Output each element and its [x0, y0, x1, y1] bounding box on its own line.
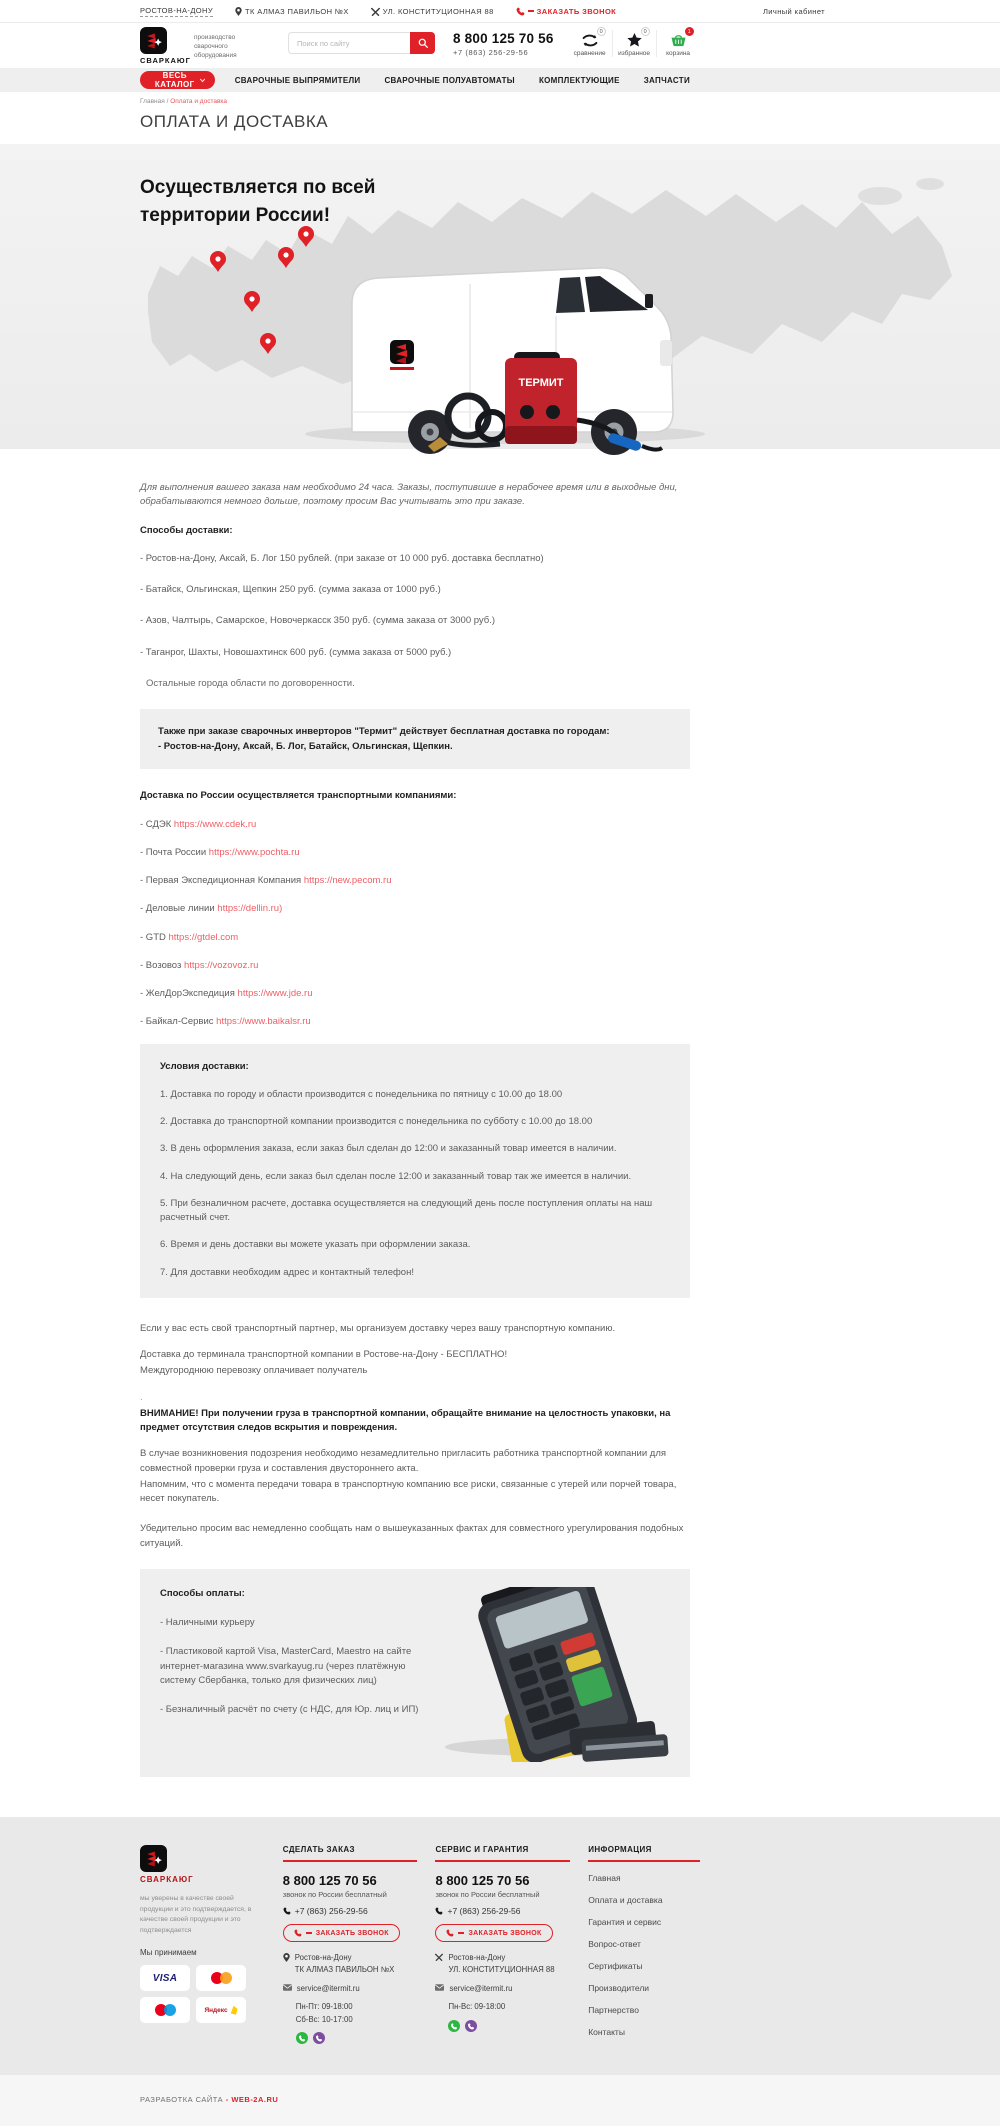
topbar-address-pavilion — [235, 7, 349, 16]
footer-link-faq[interactable]: Вопрос-ответ — [588, 1939, 641, 1950]
list-item — [140, 959, 690, 973]
order-phone-alt: +7 (863) 256-29-56 — [294, 1906, 368, 1917]
hero-heading — [140, 144, 690, 229]
credit-label: РАЗРАБОТКА САЙТА — [140, 2095, 224, 2105]
logo-text: СВАРКАЮГ — [140, 56, 191, 65]
list-item — [140, 987, 690, 1001]
footer-link-warranty[interactable]: Гарантия и сервис — [588, 1917, 662, 1928]
compare-icon — [582, 34, 598, 47]
termit-note-line2: - Ростов-на-Дону, Аксай, Б. Лог, Батайск, Ольгинская, Щепкин. — [158, 741, 453, 753]
address-pavilion-label: ТК АЛМАЗ ПАВИЛЬОН №Х — [245, 6, 349, 16]
favorites-count-badge: 0 — [641, 27, 650, 36]
company-link[interactable]: https://new.pecom.ru — [303, 875, 392, 887]
footer-links — [588, 1873, 700, 2037]
service-phone-note: звонок по России бесплатный — [435, 1890, 540, 1900]
account-link[interactable]: Личный кабинет — [762, 6, 825, 16]
company-name: - ЖелДорЭкспедиция — [140, 988, 235, 1000]
visa-label: VISA — [152, 1972, 178, 1984]
yandex-badge — [196, 1997, 246, 2023]
footer-logo-icon[interactable] — [140, 1845, 167, 1872]
order-email-link[interactable]: service@itermit.ru — [296, 1983, 360, 1993]
viber-icon[interactable] — [313, 2032, 325, 2044]
callback-button-order[interactable] — [283, 1924, 400, 1942]
company-link[interactable]: https://www.cdek.ru — [173, 818, 257, 830]
intro-paragraph: Для выполнения вашего заказа нам необходимо 24 часа. Заказы, поступившие в нерабочее время или в выходные дни, обрабатываются немного дольше, поэтому просим Вас учитывать это при заказе. — [140, 482, 678, 508]
mastercard-badge — [196, 1965, 246, 1991]
footer-link-certificates[interactable]: Сертификаты — [588, 1961, 643, 1972]
phone-main: 8 800 125 70 56 — [453, 31, 554, 46]
list-item — [140, 846, 690, 860]
logo[interactable] — [140, 27, 191, 65]
delivery-note: Остальные города области по договоренности. — [146, 677, 355, 689]
phone-icon — [435, 1907, 443, 1915]
search-input[interactable] — [288, 32, 410, 54]
info-column-title: ИНФОРМАЦИЯ — [588, 1845, 700, 1862]
service-address-line1: Ростов-на-Дону — [448, 1953, 506, 1963]
list-item — [140, 874, 690, 888]
conditions-title: Условия доставки: — [160, 1060, 249, 1072]
whatsapp-icon[interactable] — [448, 2020, 460, 2032]
search — [288, 32, 435, 54]
header-tagline: производство сварочного оборудования — [194, 34, 237, 60]
list-item: - Безналичный расчёт по счету (с НДС, для Юр. лиц и ИП) — [160, 1704, 419, 1716]
callback-order-label: ЗАКАЗАТЬ ЗВОНОК — [315, 1929, 389, 1937]
payment-terminal-illustration — [420, 1587, 670, 1762]
topbar-address-street — [371, 7, 494, 16]
developer-link[interactable]: - WEB-2A.RU — [225, 2095, 279, 2105]
company-name: - Возовоз — [140, 959, 182, 971]
header-phones — [453, 31, 554, 57]
list-item — [140, 818, 690, 832]
machine-brand-label: ТЕРМИТ — [518, 377, 564, 389]
list-item: - Наличными курьеру — [160, 1617, 255, 1629]
service-phone-alt: +7 (863) 256-29-56 — [447, 1906, 521, 1917]
attention-paragraph: ВНИМАНИЕ! При получении груза в транспортной компании, обращайте внимание на целостность упаковки, на предмет отсутствия следов вскрытия и повреждения. — [140, 1407, 671, 1434]
service-phone: 8 800 125 70 56 — [435, 1873, 530, 1889]
star-icon — [627, 33, 642, 47]
delivery-hero-banner — [0, 144, 1000, 449]
mastercard-icon2 — [220, 1972, 232, 1984]
compare-button[interactable] — [568, 30, 612, 57]
search-button[interactable] — [410, 32, 435, 54]
delivery-content — [140, 449, 690, 1777]
compare-count-badge: 0 — [597, 27, 606, 36]
list-item: 6. Время и день доставки вы можете указать при оформлении заказа. — [160, 1239, 471, 1251]
dash-icon — [458, 1932, 464, 1934]
catalog-button-label: ВЕСЬ КАТАЛОГ — [154, 71, 195, 89]
address-street-label: УЛ. КОНСТИТУЦИОННАЯ 88 — [382, 6, 494, 16]
dash-icon — [528, 10, 534, 12]
termit-free-delivery-box — [140, 709, 690, 769]
cart-label: корзина — [666, 50, 691, 57]
mail-icon — [283, 1984, 292, 1991]
terminal-paragraph-line2: Междугороднюю перевозку оплачивает получатель — [140, 1365, 368, 1377]
order-address — [295, 1952, 395, 1975]
phone-icon — [516, 7, 525, 16]
footer — [0, 1817, 1000, 2075]
hero-heading-line1: Осуществляется по всей — [140, 177, 376, 198]
footer-link-partnership[interactable]: Партнерство — [588, 2005, 639, 2016]
partner-paragraph: Если у вас есть свой транспортный партнер, мы организуем доставку через вашу транспортную компанию. — [140, 1322, 616, 1334]
yandex-flame-icon — [230, 2006, 238, 2015]
list-item: - Азов, Чалтырь, Самарское, Новочеркасск 350 руб. (сумма заказа от 3000 руб.) — [140, 615, 496, 627]
nav-item-components[interactable]: КОМПЛЕКТУЮЩИЕ — [538, 75, 620, 85]
footer-brand-column — [140, 1845, 265, 2049]
suspicion-paragraph-line2: Напомним, что с момента передачи товара в транспортную компанию все риски, связанные с утерей или порчей товара, несет покупатель. — [140, 1478, 677, 1505]
breadcrumb-separator: / — [166, 98, 169, 105]
list-item: 5. При безналичном расчете, доставка осуществляется на следующий день после поступления оплаты на наш расчетный счет. — [160, 1197, 653, 1224]
dash-icon — [306, 1932, 312, 1934]
order-address-line2: ТК АЛМАЗ ПАВИЛЬОН №Х — [294, 1964, 395, 1974]
search-icon — [418, 38, 428, 48]
payment-methods-box — [140, 1569, 690, 1777]
compare-label: сравнение — [573, 50, 606, 57]
phone-alt: +7 (863) 256-29-56 — [453, 48, 529, 57]
phone-icon — [294, 1929, 302, 1937]
footer-about-text: мы уверены в качестве своей продукции и это подтверждается, в качестве своей продукции и это подтверждается — [140, 1895, 252, 1934]
callback-top-label: ЗАКАЗАТЬ ЗВОНОК — [536, 6, 617, 16]
transport-companies-title: Доставка по России осуществляется транспортными компаниями: — [140, 790, 457, 802]
payment-title: Способы оплаты: — [160, 1587, 245, 1599]
nav-item-semiautomatic[interactable]: СВАРОЧНЫЕ ПОЛУАВТОМАТЫ — [384, 75, 515, 85]
chevron-down-icon — [200, 78, 205, 83]
footer-logo-text: СВАРКАЮГ — [140, 1875, 194, 1885]
service-hours — [448, 2001, 570, 2013]
order-address-line1: Ростов-на-Дону — [294, 1953, 352, 1963]
cart-icon — [670, 33, 687, 47]
bottom-bar — [0, 2075, 1000, 2126]
favorites-button[interactable] — [612, 30, 656, 57]
company-link[interactable]: https://www.jde.ru — [237, 988, 313, 1000]
cart-count-badge: 1 — [685, 27, 694, 36]
order-hours — [296, 2001, 418, 2026]
footer-order-column — [283, 1845, 418, 2049]
mail-icon — [435, 1984, 444, 1991]
list-item — [140, 902, 690, 916]
footer-link-home[interactable]: Главная — [588, 1873, 621, 1884]
main-nav — [0, 68, 1000, 92]
callback-button-top[interactable] — [516, 7, 617, 16]
dot-line: . — [140, 1391, 143, 1403]
company-name: - Деловые линии — [140, 903, 215, 915]
topbar — [0, 0, 1000, 23]
breadcrumb — [140, 98, 690, 105]
footer-info-column — [588, 1845, 700, 2049]
suspicion-paragraph-line1: В случае возникновения подозрения необходимо незамедлительно пригласить работника транспортной компании для совместной проверки груза и составления двустороннего акта. — [140, 1448, 667, 1474]
service-address — [448, 1952, 554, 1975]
list-item: - Таганрог, Шахты, Новошахтинск 600 руб. (сумма заказа от 5000 руб.) — [140, 646, 452, 658]
service-column-title: СЕРВИС И ГАРАНТИЯ — [435, 1845, 570, 1862]
list-item: 2. Доставка до транспортной компании производится с понедельника по субботу с 10.00 до 18.00 — [160, 1116, 593, 1128]
maestro-icon2 — [164, 2004, 176, 2016]
favorites-label: избранное — [618, 50, 651, 57]
order-phone: 8 800 125 70 56 — [282, 1873, 377, 1889]
pin-icon — [283, 1953, 290, 1962]
logo-icon — [140, 27, 167, 54]
company-name: - Почта России — [140, 846, 207, 858]
maestro-badge — [140, 1997, 190, 2023]
delivery-conditions-box — [140, 1044, 690, 1298]
company-link[interactable]: https://www.baikalsr.ru — [216, 1016, 311, 1028]
callback-service-label: ЗАКАЗАТЬ ЗВОНОК — [468, 1929, 542, 1937]
callback-button-service[interactable] — [435, 1924, 552, 1942]
list-item: - Батайск, Ольгинская, Щепкин 250 руб. (сумма заказа от 1000 руб.) — [140, 584, 441, 595]
transport-companies-list — [140, 818, 690, 1030]
delivery-methods-title: Способы доставки: — [140, 524, 233, 536]
service-address-line2: УЛ. КОНСТИТУЦИОННАЯ 88 — [448, 1964, 555, 1974]
footer-link-contacts[interactable]: Контакты — [588, 2027, 625, 2038]
payment-cards — [140, 1965, 260, 2023]
service-email-link[interactable]: service@itermit.ru — [449, 1983, 513, 1993]
company-link[interactable]: https://dellin.ru) — [217, 903, 283, 915]
termit-note-line1: Также при заказе сварочных инверторов "Термит" действует бесплатная доставка по городам: — [158, 726, 610, 737]
list-item: 7. Для доставки необходим адрес и контактный телефон! — [160, 1266, 414, 1278]
order-phone-note: звонок по России бесплатный — [282, 1890, 387, 1900]
visa-badge — [140, 1965, 190, 1991]
service-hours-line1: Пн-Вс: 09-18:00 — [448, 2002, 506, 2012]
phone-icon — [283, 1907, 291, 1915]
tools-icon — [435, 1953, 443, 1961]
whatsapp-icon[interactable] — [296, 2032, 308, 2044]
company-link[interactable]: https://vozovoz.ru — [183, 959, 259, 971]
catalog-button[interactable] — [140, 71, 215, 89]
order-hours-line1: Пн-Пт: 09-18:00 — [295, 2002, 353, 2012]
viber-icon[interactable] — [465, 2020, 477, 2032]
list-item — [140, 1015, 690, 1029]
page-title: ОПЛАТА И ДОСТАВКА — [140, 112, 329, 131]
request-paragraph: Убедительно просим вас немедленно сообщать нам о вышеуказанных фактах для совместного урегулирования подобных ситуаций. — [140, 1523, 684, 1549]
company-link[interactable]: https://gtdel.com — [168, 931, 239, 943]
breadcrumb-current: Оплата и доставка — [170, 98, 228, 105]
phone-icon — [446, 1929, 454, 1937]
tools-icon — [371, 7, 380, 16]
list-item: 3. В день оформления заказа, если заказ был сделан до 12:00 и заказанный товар имеется в наличии. — [160, 1143, 617, 1155]
yandex-label: Яндекс — [204, 2006, 228, 2014]
terminal-paragraph-line1: Доставка до терминала транспортной компании в Ростове-на-Дону - БЕСПЛАТНО! — [140, 1349, 508, 1361]
nav-item-spares[interactable]: ЗАПЧАСТИ — [643, 75, 690, 85]
list-item: - Ростов-на-Дону, Аксай, Б. Лог 150 рублей. (при заказе от 10 000 руб. доставка бесплатно) — [140, 552, 544, 564]
hero-heading-line2: территории России! — [140, 204, 331, 226]
list-item: 1. Доставка по городу и области производится с понедельника по пятницу с 10.00 до 18.00 — [160, 1088, 563, 1100]
order-column-title: СДЕЛАТЬ ЗАКАЗ — [283, 1845, 418, 1862]
accepted-payments-title: Мы принимаем — [140, 1948, 197, 1958]
company-name: - СДЭК — [140, 818, 172, 830]
company-name: - GTD — [140, 931, 166, 943]
footer-link-manufacturers[interactable]: Производители — [588, 1983, 650, 1994]
pin-icon — [235, 7, 242, 16]
delivery-methods-list — [140, 552, 690, 660]
company-name: - Первая Экспедиционная Компания — [140, 875, 302, 887]
cart-button[interactable] — [656, 30, 700, 57]
company-name: - Байкал-Сервис — [140, 1016, 214, 1028]
footer-service-column — [435, 1845, 570, 2049]
header — [0, 23, 1000, 68]
list-item — [140, 931, 690, 945]
list-item: 4. На следующий день, если заказ был сделан после 12:00 и заказанный товар так же имеется в наличии. — [160, 1170, 632, 1182]
order-hours-line2: Сб-Вс: 10-17:00 — [295, 2014, 353, 2024]
company-link[interactable]: https://www.pochta.ru — [208, 846, 300, 858]
nav-item-rectifiers[interactable]: СВАРОЧНЫЕ ВЫПРЯМИТЕЛИ — [234, 75, 361, 85]
city-selector[interactable]: РОСТОВ-НА-ДОНУ — [140, 5, 214, 15]
breadcrumb-home[interactable]: Главная — [140, 98, 165, 105]
list-item: - Пластиковой картой Visa, MasterCard, Maestro на сайте интернет-магазина www.svarkayug.ru (через платёжную систему Сбербанка, только для физических лиц) — [160, 1646, 412, 1686]
footer-link-payment-delivery[interactable]: Оплата и доставка — [588, 1895, 663, 1906]
